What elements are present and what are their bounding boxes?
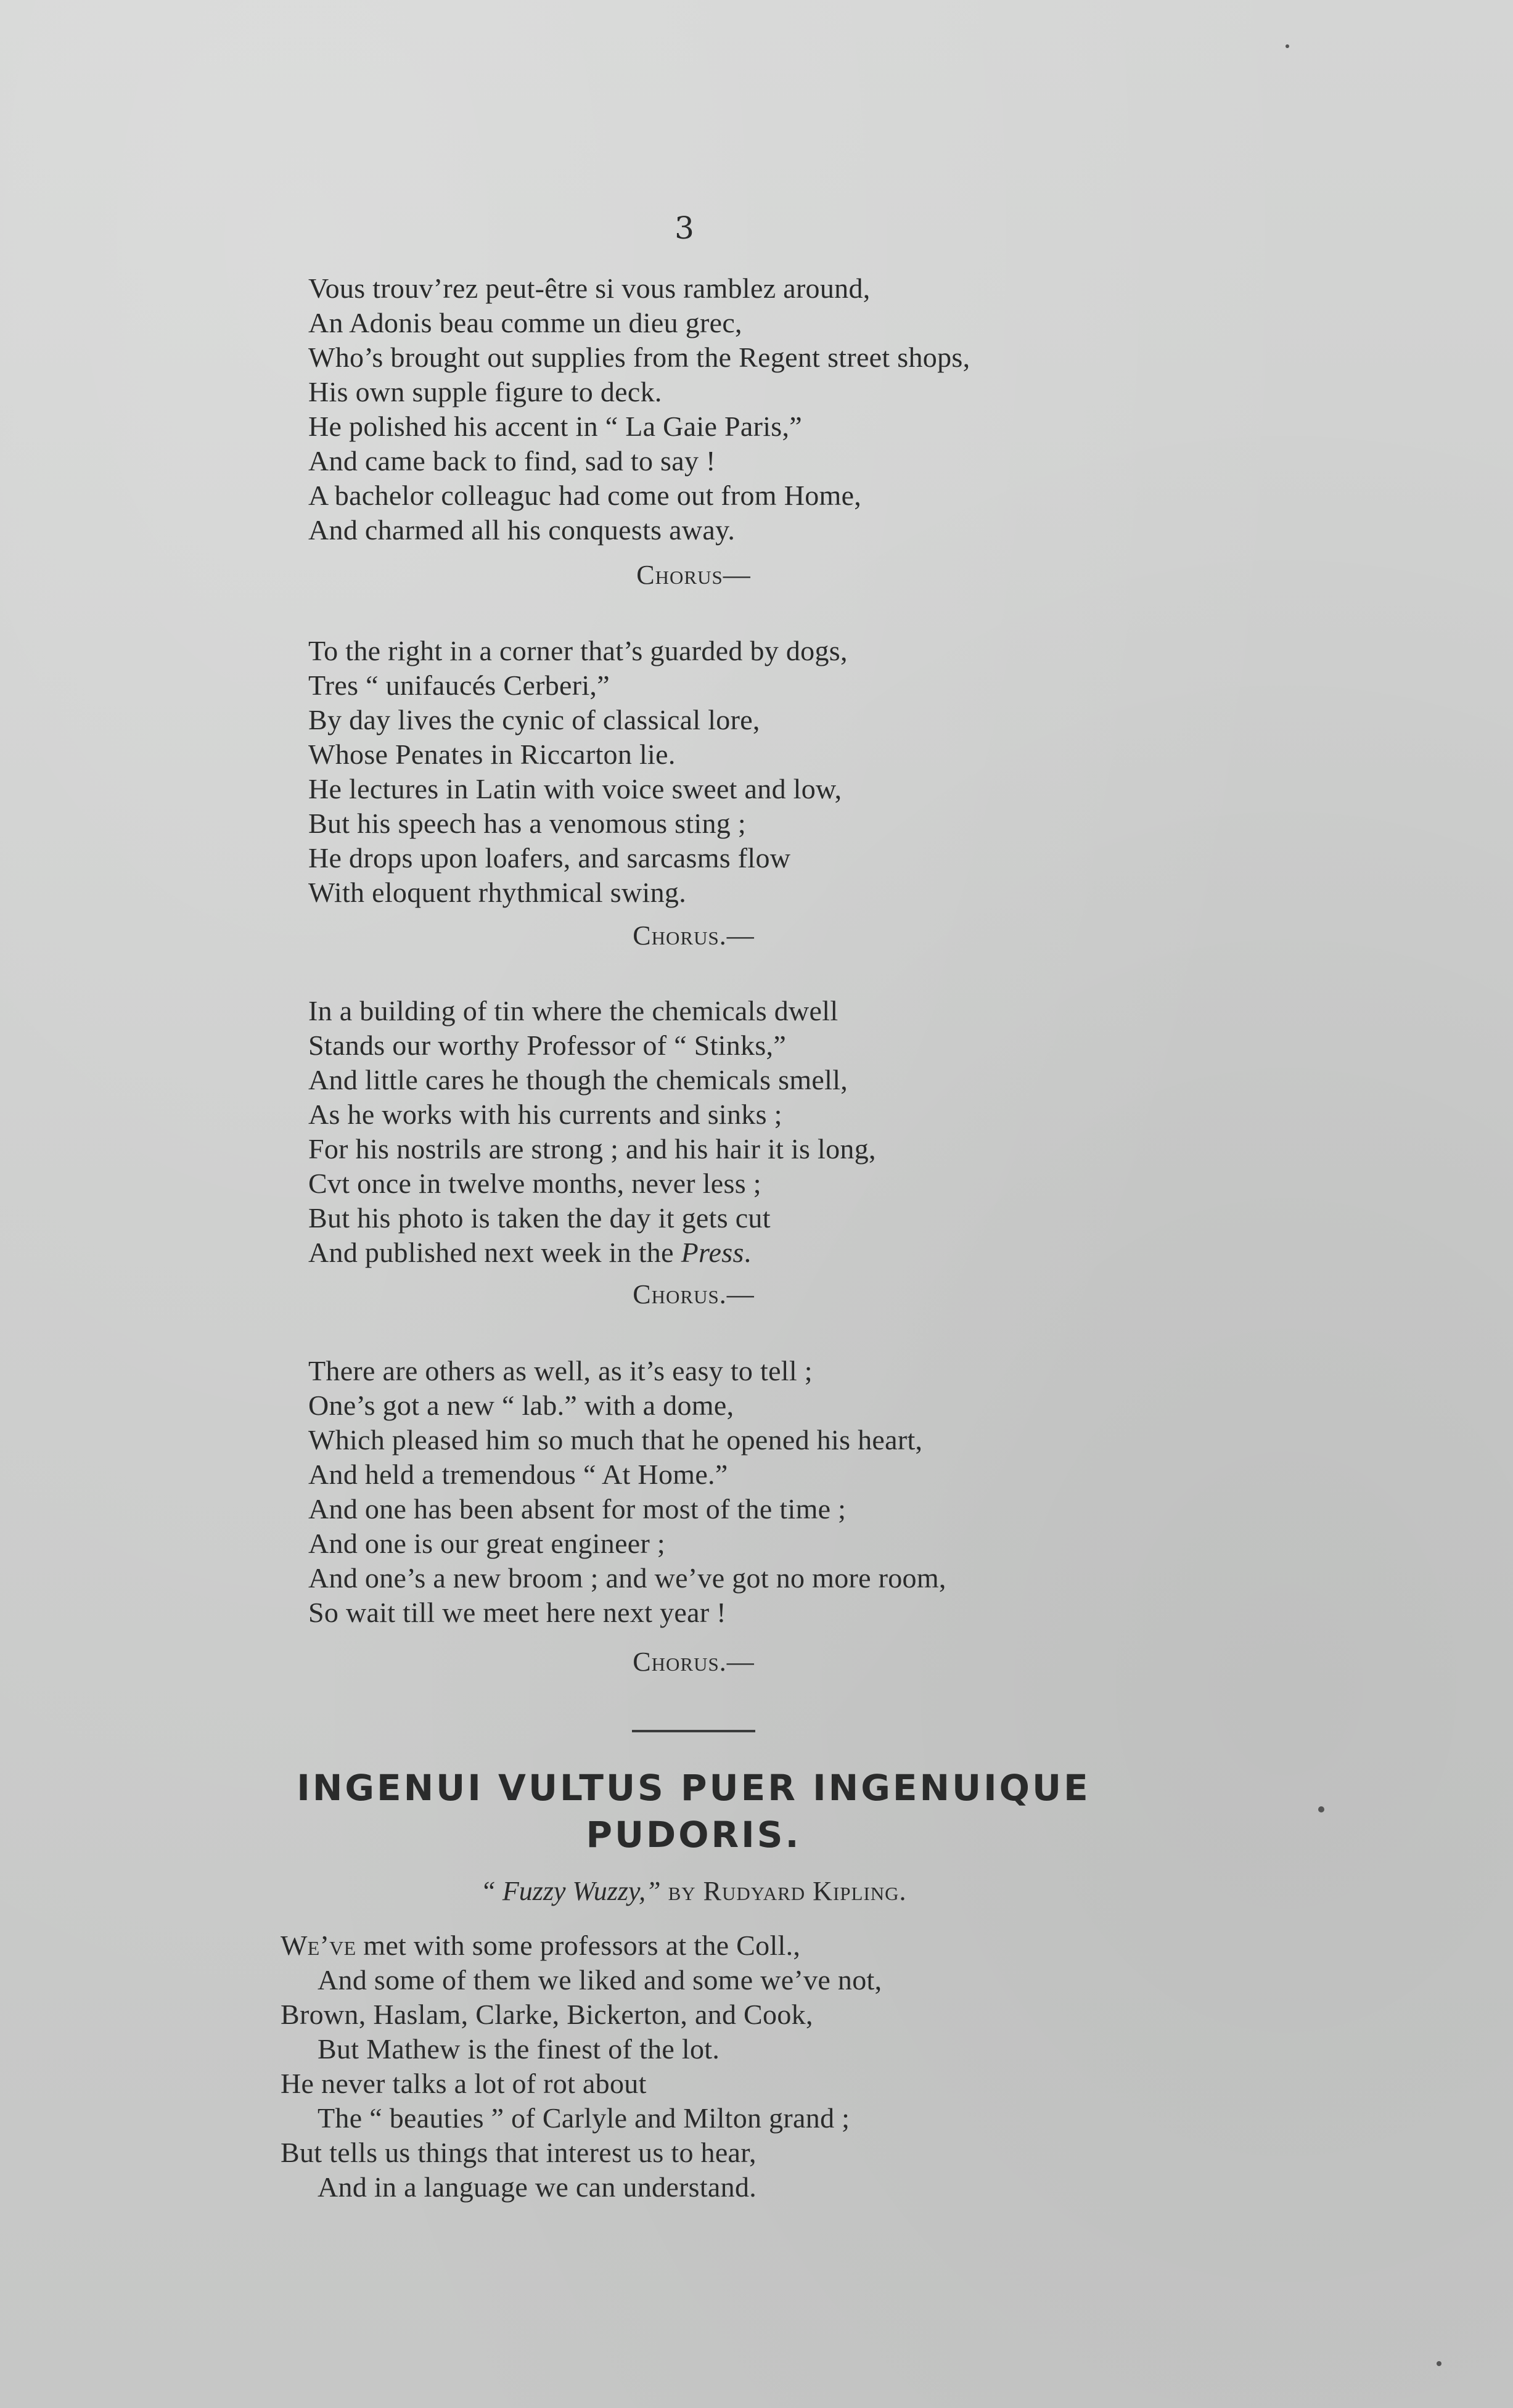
verse-line: But tells us things that interest us to hear,	[281, 2137, 756, 2168]
verse-line: Tres “ unifaucés Cerberi,”	[308, 670, 610, 701]
verse-line: And one has been absent for most of the time ;	[308, 1493, 847, 1525]
chorus-label: Chorus.—	[633, 920, 755, 951]
subtitle-author: by Rudyard Kipling.	[660, 1876, 907, 1906]
verse-line: To the right in a corner that’s guarded by dogs,	[308, 635, 848, 666]
section-heading-line-2: PUDORIS.	[586, 1814, 802, 1856]
paper-speck	[1437, 2361, 1441, 2366]
verse-line: For his nostrils are strong ; and his hair it is long,	[308, 1133, 876, 1165]
verse-line: And little cares he though the chemicals smell,	[308, 1064, 848, 1095]
verse-line: But his speech has a venomous sting ;	[308, 808, 746, 839]
verse-line: Cvt once in twelve months, never less ;	[308, 1168, 761, 1199]
kipling-parody-poem	[281, 1928, 1236, 2205]
verse-line: He drops upon loafers, and sarcasms flow	[308, 842, 791, 874]
verse-line: And held a tremendous “ At Home.”	[308, 1459, 728, 1490]
verse-line: Stands our worthy Professor of “ Stinks,”	[308, 1030, 787, 1061]
verse-line: The “ beauties ” of Carlyle and Milton grand ;	[318, 2102, 850, 2134]
verse-line: And one is our great engineer ;	[308, 1528, 665, 1559]
verse-line: Vous trouv’rez peut-être si vous ramblez around,	[308, 272, 871, 304]
verse-line: Which pleased him so much that he opened his heart,	[308, 1424, 923, 1456]
subtitle-title: “ Fuzzy Wuzzy,”	[480, 1876, 661, 1906]
paper-speck	[1318, 1806, 1324, 1812]
verse-line: Who’s brought out supplies from the Regent street shops,	[308, 342, 970, 373]
verse-line: So wait till we meet here next year !	[308, 1597, 726, 1628]
section-divider	[632, 1730, 755, 1732]
verse-text: met with some professors at the Coll.,	[356, 1930, 801, 1961]
verse-line: He never talks a lot of rot about	[281, 2068, 647, 2099]
verse-line: One’s got a new “ lab.” with a dome,	[308, 1390, 734, 1421]
verse-line: Whose Penates in Riccarton lie.	[308, 739, 676, 770]
opening-word: We’ve	[281, 1930, 356, 1961]
verse-line: There are others as well, as it’s easy to tell ;	[308, 1355, 813, 1386]
verse-line: He lectures in Latin with voice sweet and low,	[308, 773, 842, 805]
verse-line	[281, 1928, 1236, 1963]
stanza-1	[308, 271, 1233, 547]
verse-line: Brown, Haslam, Clarke, Bickerton, and Cook,	[281, 1999, 813, 2030]
verse-line: With eloquent rhythmical swing.	[308, 877, 687, 908]
verse-line: A bachelor colleaguc had come out from Home,	[308, 480, 862, 511]
verse-line: As he works with his currents and sinks ;	[308, 1099, 782, 1130]
verse-line: He polished his accent in “ La Gaie Paris,”	[308, 411, 803, 442]
verse-line	[308, 1235, 1233, 1270]
verse-line: And charmed all his conquests away.	[308, 514, 736, 546]
verse-text: .	[744, 1237, 752, 1268]
verse-line: An Adonis beau comme un dieu grec,	[308, 307, 742, 338]
stanza-4	[308, 1354, 1233, 1630]
page-number: 3	[674, 210, 694, 246]
chorus-label: Chorus.—	[633, 1279, 755, 1309]
section-heading-line-1: INGENUI VULTUS PUER INGENUIQUE	[297, 1767, 1091, 1809]
verse-line: By day lives the cynic of classical lore,	[308, 704, 760, 735]
verse-line: And some of them we liked and some we’ve not,	[318, 1964, 882, 1996]
stanza-2	[308, 634, 1233, 910]
poem-subtitle	[247, 1874, 1141, 1909]
chorus-label: Chorus—	[636, 560, 751, 590]
verse-line: And one’s a new broom ; and we’ve got no more room,	[308, 1562, 946, 1594]
stanza-3	[308, 994, 1233, 1270]
chorus-label: Chorus.—	[633, 1647, 755, 1677]
verse-line: And in a language we can understand.	[318, 2171, 757, 2203]
press-italic: Press	[681, 1237, 744, 1268]
verse-text: And published next week in the	[308, 1237, 681, 1268]
verse-line: In a building of tin where the chemicals dwell	[308, 995, 839, 1026]
verse-line: But his photo is taken the day it gets cut	[308, 1202, 771, 1234]
paper-speck	[1285, 44, 1289, 48]
verse-line: But Mathew is the finest of the lot.	[318, 2033, 720, 2065]
verse-line: And came back to find, sad to say !	[308, 445, 716, 477]
verse-line: His own supple figure to deck.	[308, 376, 662, 407]
